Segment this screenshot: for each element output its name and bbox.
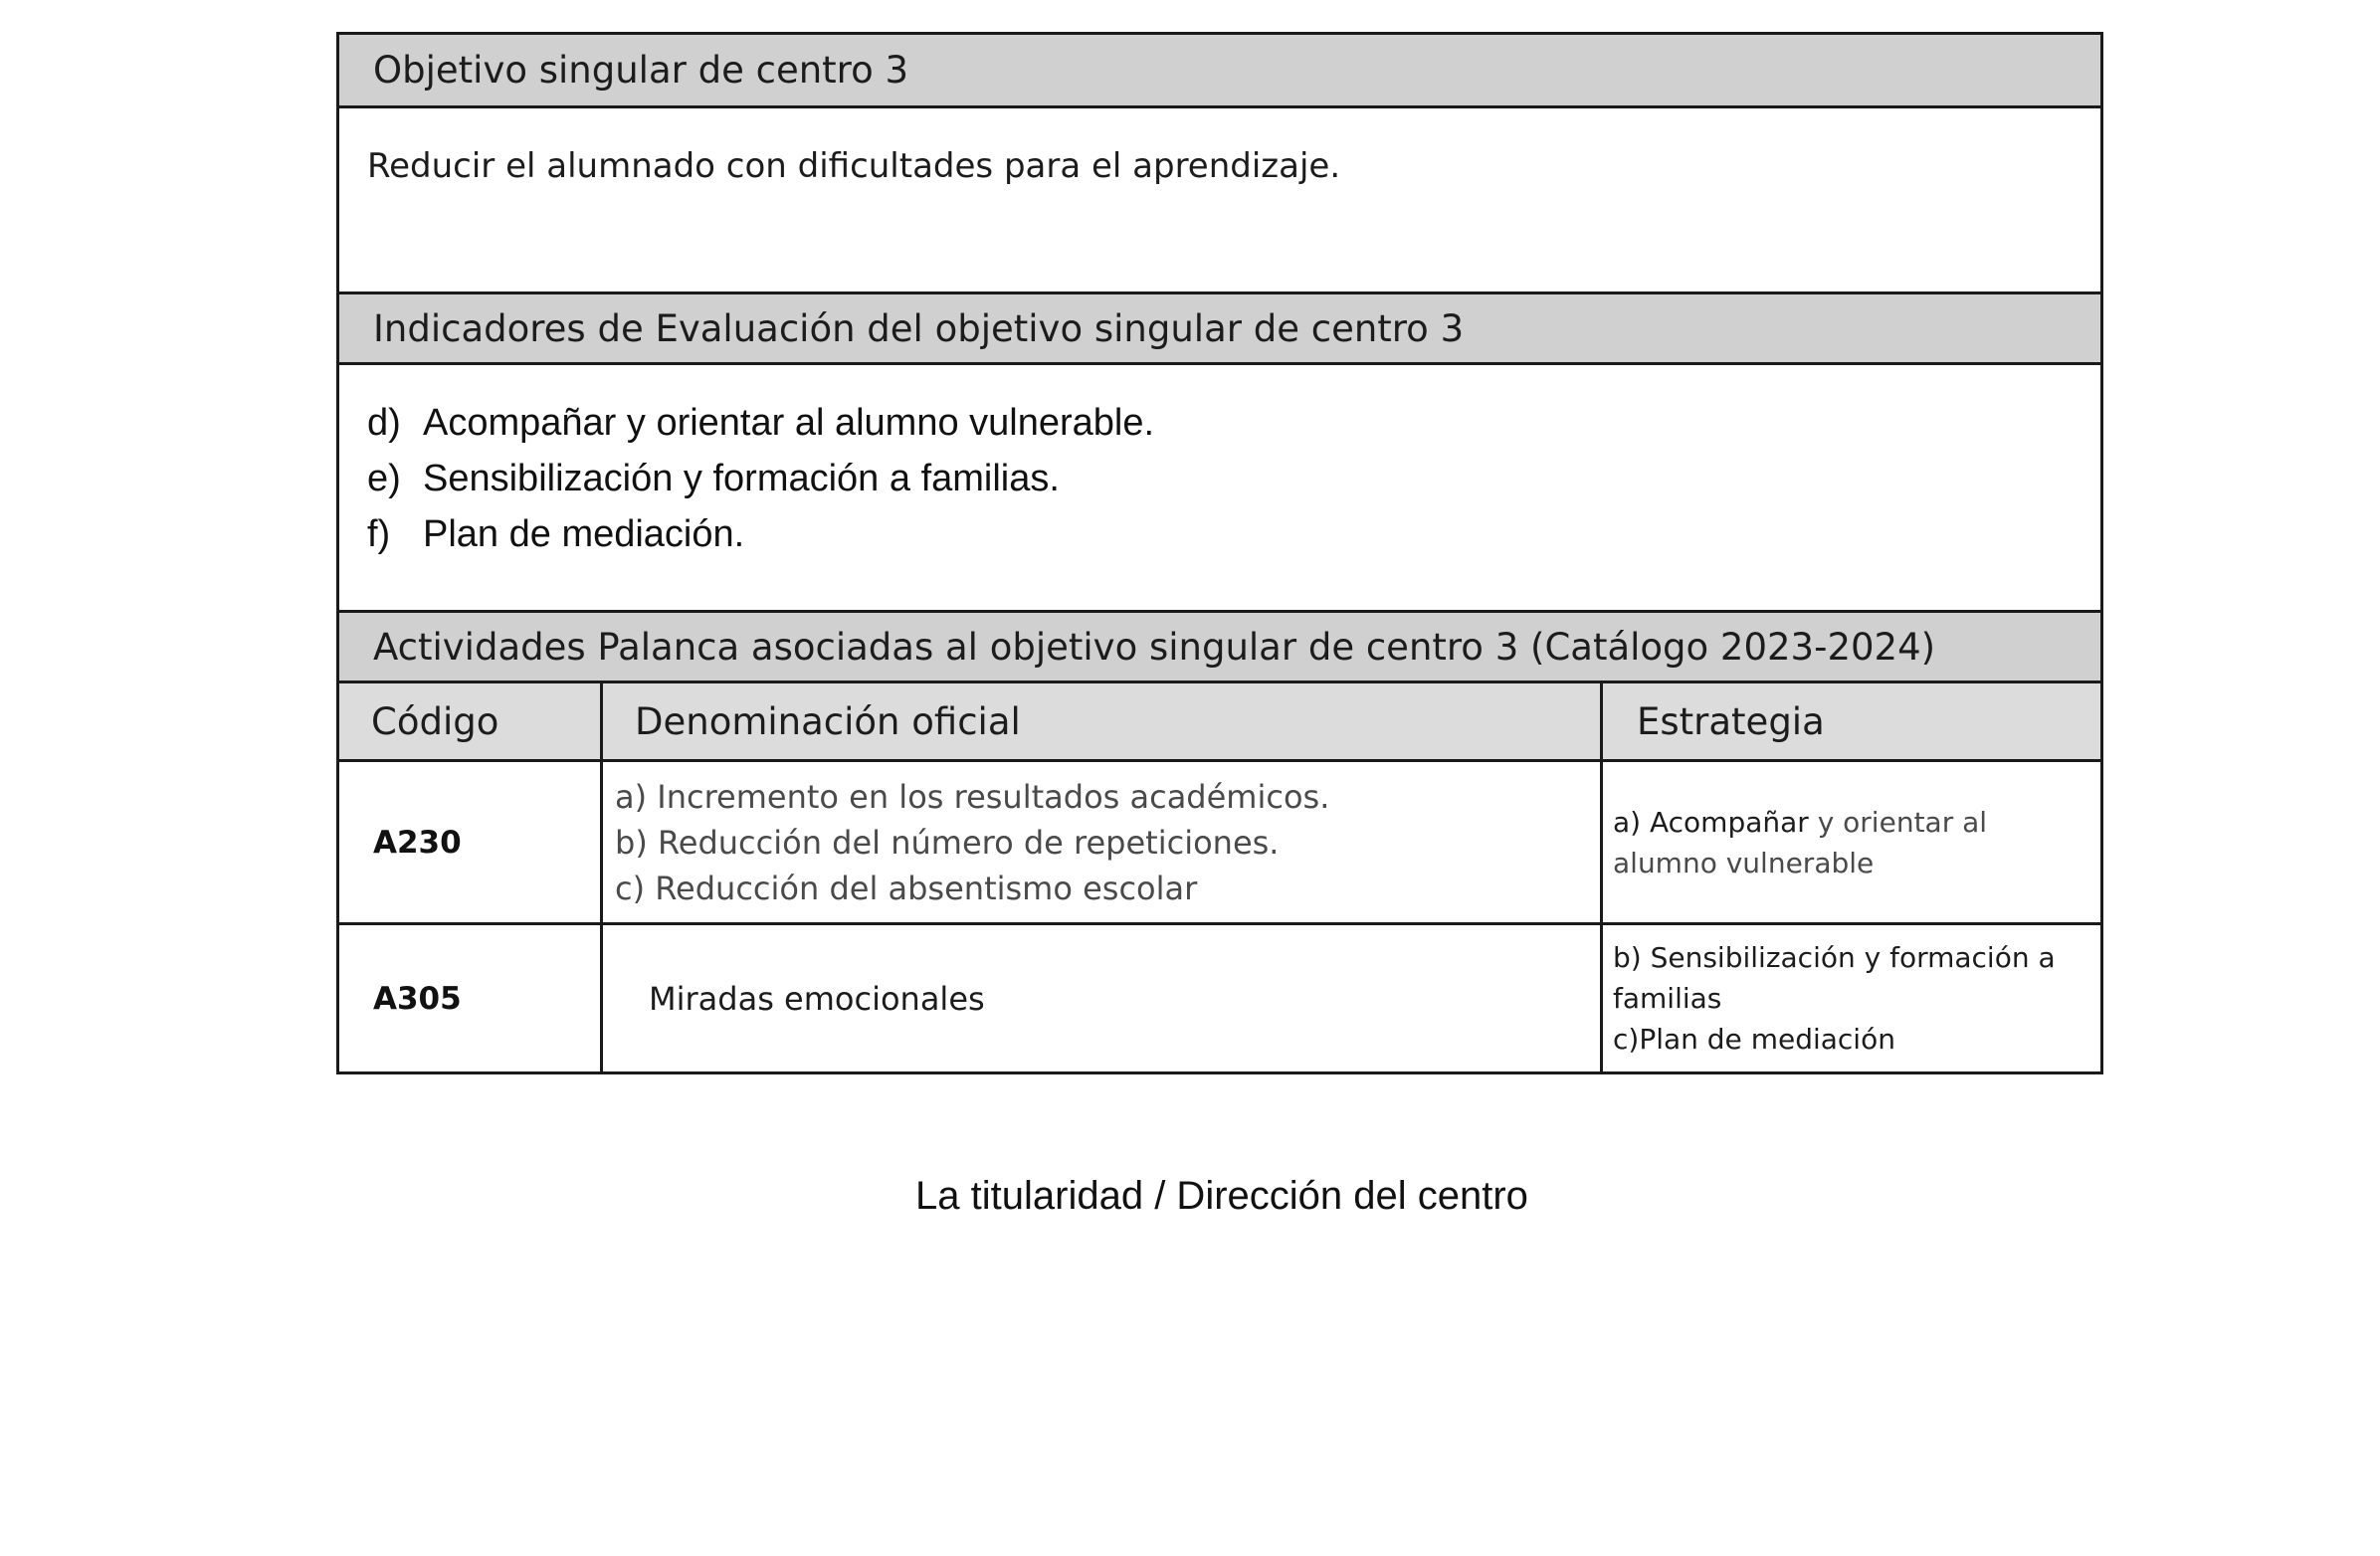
activity-name-item: a) Incremento en los resultados académicos. xyxy=(615,777,1330,816)
indicators-header xyxy=(339,292,2100,365)
indicators-list xyxy=(339,365,2100,610)
strategy-line: c)Plan de mediación xyxy=(1613,1023,1895,1056)
signature-line: La titularidad / Dirección del centro xyxy=(915,1174,1528,1218)
activity-code-text: A230 xyxy=(373,824,462,861)
activity-name-cell xyxy=(603,762,1603,922)
table-row xyxy=(339,759,2100,922)
indicators-header-text: Indicadores de Evaluación del objetivo singular de centro 3 xyxy=(373,306,1465,350)
activities-header-text: Actividades Palanca asociadas al objetivo singular de centro 3 (Catálogo 2023-2024) xyxy=(373,625,1936,669)
objective-header-text: Objetivo singular de centro 3 xyxy=(373,49,909,92)
activity-strategy-cell xyxy=(1603,925,2100,1071)
column-header-name xyxy=(603,683,1603,759)
column-header-code-text: Código xyxy=(371,699,499,743)
activity-strategy-cell xyxy=(1603,762,2100,922)
activity-name-item: b) Reducción del número de repeticiones. xyxy=(615,823,1280,862)
column-header-strategy-text: Estrategia xyxy=(1637,699,1825,743)
activity-strategy-text xyxy=(1603,937,2100,1060)
indicator-letter: e) xyxy=(367,458,401,499)
column-header-name-text: Denominación oficial xyxy=(635,699,1021,743)
activity-name-item: Miradas emocionales xyxy=(649,979,985,1018)
strategy-rest: y orientar al alumno vulnerable xyxy=(1613,805,1988,879)
strategy-strong: a) Acompañar xyxy=(1613,805,1809,839)
activity-strategy-text xyxy=(1603,802,2100,883)
activities-header xyxy=(339,610,2100,683)
indicator-item xyxy=(367,451,2100,506)
activities-column-headers xyxy=(339,683,2100,759)
indicator-letter: f) xyxy=(367,513,391,555)
activity-name-list xyxy=(603,774,1329,911)
strategy-line: b) Sensibilización y formación a familias xyxy=(1613,941,2056,1015)
indicator-text: Plan de mediación. xyxy=(423,513,745,555)
column-header-strategy xyxy=(1603,683,2100,759)
indicator-text: Acompañar y orientar al alumno vulnerable. xyxy=(423,402,1155,444)
table-row xyxy=(339,922,2100,1071)
indicator-item xyxy=(367,395,2100,451)
objective-text: Reducir el alumnado con dificultades para el aprendizaje. xyxy=(367,146,1341,186)
indicator-letter: d) xyxy=(367,402,401,444)
activity-name-cell xyxy=(603,925,1603,1071)
activity-name-item: c) Reducción del absentismo escolar xyxy=(615,869,1198,907)
objective-description xyxy=(339,108,2100,292)
objective-header xyxy=(339,35,2100,108)
objective-table xyxy=(336,32,2103,1074)
activity-code xyxy=(339,925,603,1071)
column-header-code xyxy=(339,683,603,759)
activity-code xyxy=(339,762,603,922)
indicator-text: Sensibilización y formación a familias. xyxy=(423,458,1060,499)
indicator-item xyxy=(367,506,2100,562)
activity-code-text: A305 xyxy=(373,980,462,1017)
